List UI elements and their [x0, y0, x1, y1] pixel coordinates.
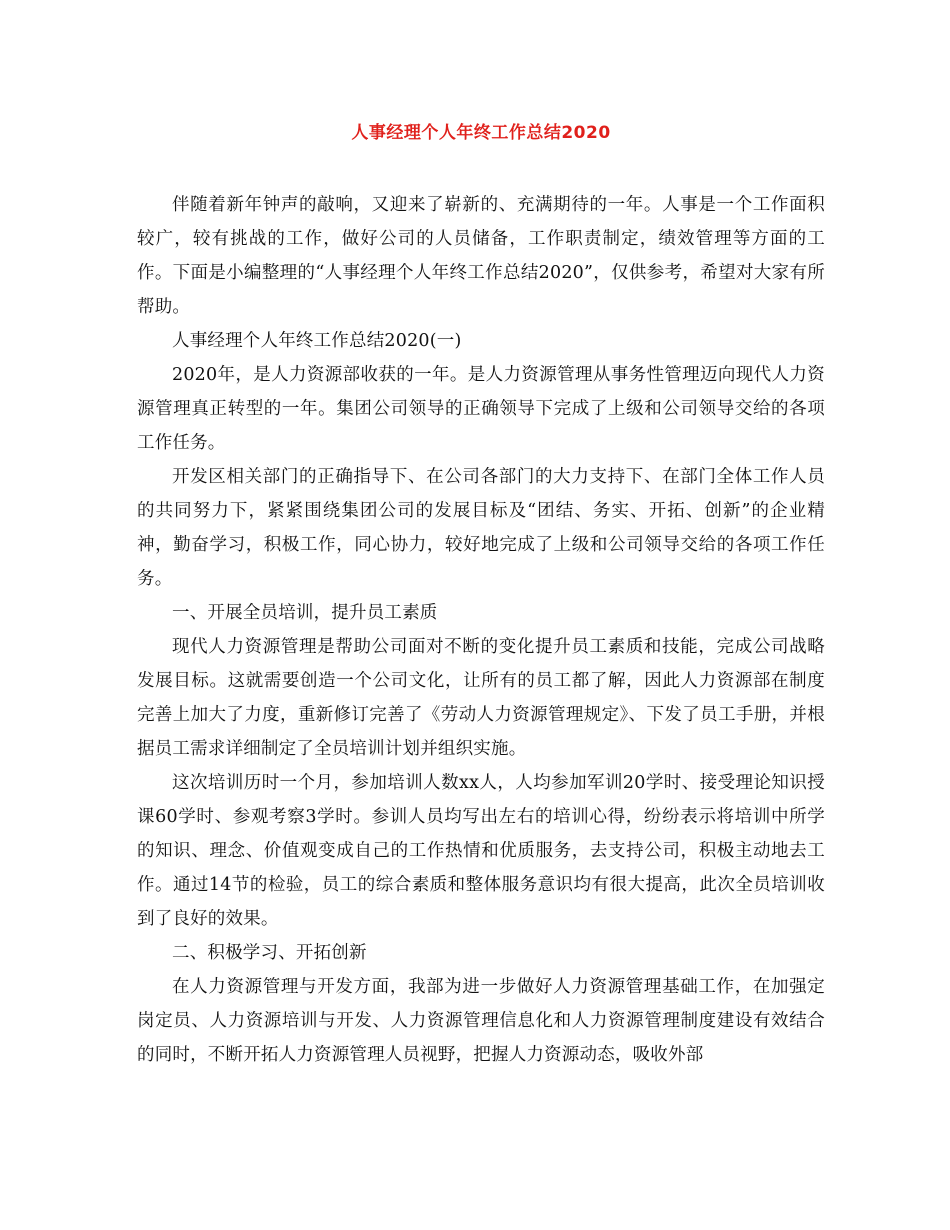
paragraph-hr-development: 在人力资源管理与开发方面，我部为进一步做好人力资源管理基础工作，在加强定岗定员、人力资源培训与开发、人力资源管理信息化和人力资源管理制度建设有效结合的同时，不断开拓人力资源管理人员视野，把握人力资源动态，吸收外部 [137, 977, 825, 1065]
section-heading-1: 一、开展全员培训，提升员工素质 [172, 603, 438, 623]
paragraph-2020-year: 2020年，是人力资源部收获的一年。是人力资源管理从事务性管理迈向现代人力资源管理真正转型的一年。集团公司领导的正确领导下完成了上级和公司领导交给的各项工作任务。 [137, 365, 825, 453]
paragraph-intro: 伴随着新年钟声的敲响，又迎来了崭新的、充满期待的一年。人事是一个工作面积较广，较有挑战的工作，做好公司的人员储备，工作职责制定，绩效管理等方面的工作。下面是小编整理的“人事经理个人年终工作总结2020”，仅供参考，希望对大家有所帮助。 [137, 195, 825, 317]
paragraph-development-zone: 开发区相关部门的正确指导下、在公司各部门的大力支持下、在部门全体工作人员的共同努力下，紧紧围绕集团公司的发展目标及“团结、务实、开拓、创新”的企业精神，勤奋学习，积极工作，同心协力，较好地完成了上级和公司领导交给的各项工作任务。 [137, 467, 825, 589]
section-heading-2: 二、积极学习、开拓创新 [172, 943, 367, 963]
document-title: 人事经理个人年终工作总结2020 [351, 123, 611, 143]
paragraph-subtitle-1: 人事经理个人年终工作总结2020(一) [172, 331, 462, 351]
paragraph-modern-hr: 现代人力资源管理是帮助公司面对不断的变化提升员工素质和技能，完成公司战略发展目标。这就需要创造一个公司文化，让所有的员工都了解，因此人力资源部在制度完善上加大了力度，重新修订完善了《劳动人力资源管理规定》、下发了员工手册，并根据员工需求详细制定了全员培训计划并组织实施。 [137, 637, 825, 759]
paragraph-training: 这次培训历时一个月，参加培训人数xx人，人均参加军训20学时、接受理论知识授课60学时、参观考察3学时。参训人员均写出左右的培训心得，纷纷表示将培训中所学的知识、理念、价值观变成自己的工作热情和优质服务，去支持公司，积极主动地去工作。通过14节的检验，员工的综合素质和整体服务意识均有很大提高，此次全员培训收到了良好的效果。 [137, 773, 825, 929]
